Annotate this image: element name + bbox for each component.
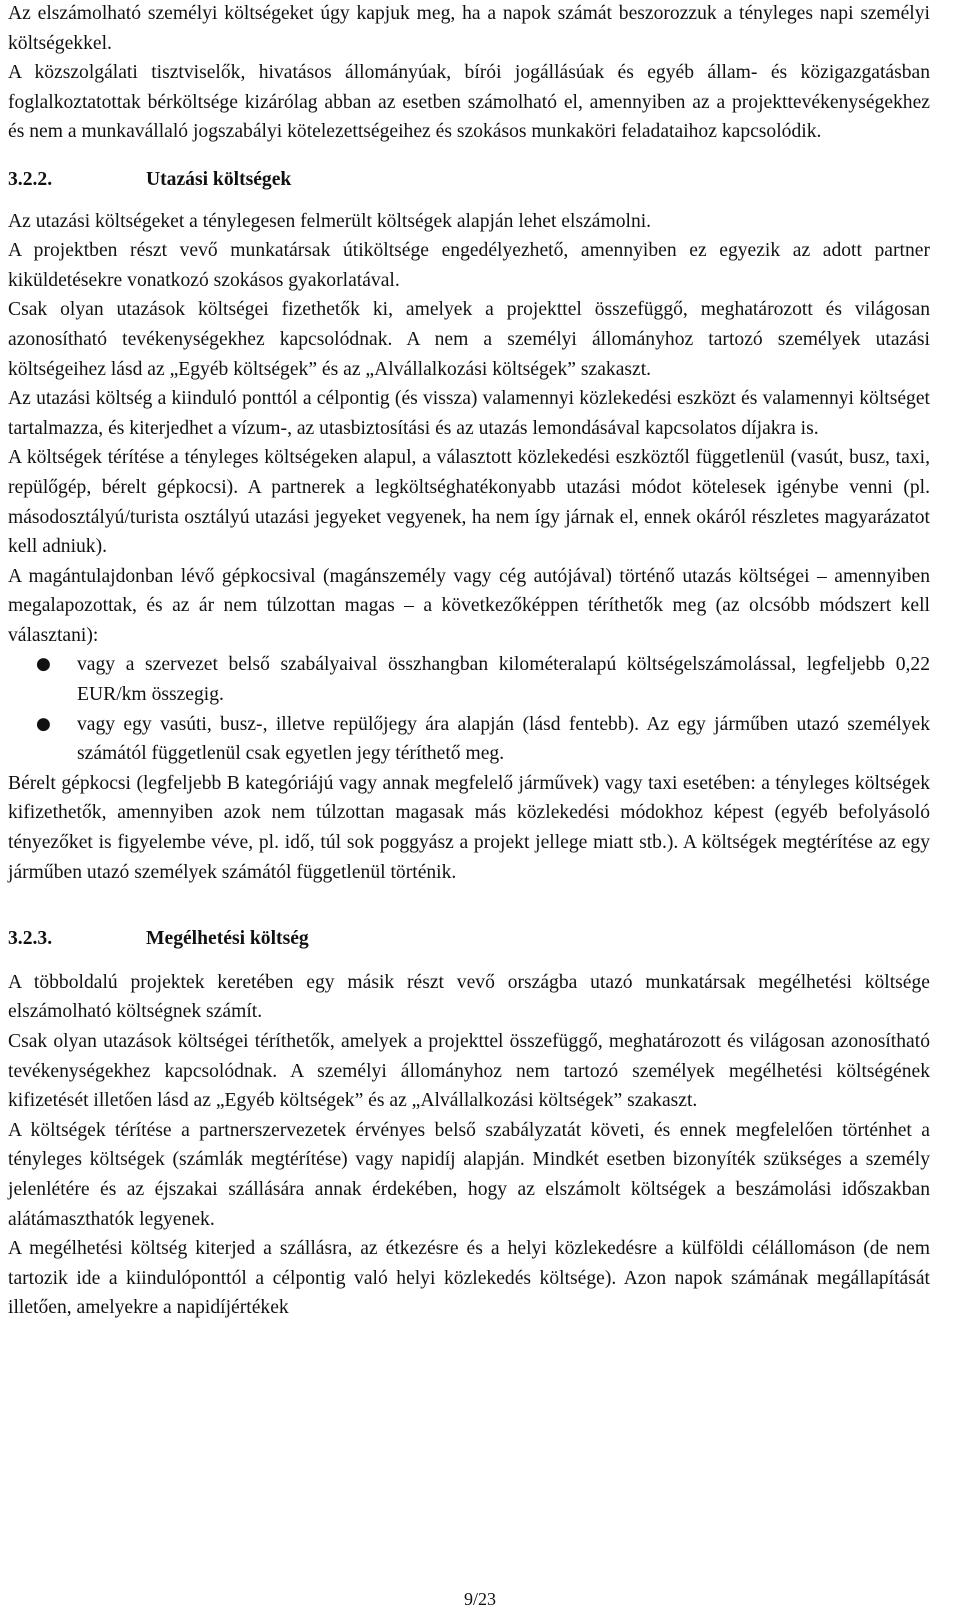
section-heading-3-2-2: [8, 165, 930, 195]
paragraph: A magántulajdonban lévő gépkocsival (magánszemély vagy cég autójával) történő utazás költségei – amennyiben megalapozottak, és az ár nem túlzottan magas – a következőképpen téríthetők meg (az olcsóbb módszert kell választani):: [8, 565, 930, 646]
section-title: Megélhetési költség: [146, 928, 309, 950]
paragraph: A megélhetési költség kiterjed a szállásra, az étkezésre és a helyi közlekedésre a külföldi célállomáson (de nem tartozik ide a kiindulóponttól a célpontig való helyi közlekedés költsége). Azon napok számának megállapítását illetően, amelyekre a napidíjértékek: [8, 1238, 930, 1319]
paragraph: Az elszámolható személyi költségeket úgy kapjuk meg, ha a napok számát beszorozzuk a tényleges napi személyi költségekkel.: [8, 3, 930, 54]
section-number: 3.2.3.: [8, 928, 53, 950]
paragraph: A projektben részt vevő munkatársak útiköltsége engedélyezhető, amennyiben ez egyezik az adott partner kiküldetésekre vonatkozó szokásos gyakorlatával.: [8, 240, 930, 291]
paragraph: Az utazási költségeket a ténylegesen felmerült költségek alapján lehet elszámolni.: [8, 210, 652, 232]
paragraph: A többoldalú projektek keretében egy másik részt vevő országba utazó munkatársak megélhetési költsége elszámolható költségnek számít.: [8, 971, 930, 1023]
section-heading-3-2-3: [8, 924, 930, 954]
section-number: 3.2.2.: [8, 168, 53, 190]
list-item-text: vagy egy vasúti, busz-, illetve repülőjegy ára alapján (lásd fentebb). Az egy járműben utazó személyek számától függetlenül csak egyetlen jegy téríthető meg.: [77, 713, 930, 765]
bullet-icon: ●: [36, 654, 51, 675]
page-number: 9/23: [463, 1589, 496, 1609]
paragraph: Bérelt gépkocsi (legfeljebb B kategóriájú vagy annak megfelelő járművek) vagy taxi esetében: a tényleges költségek kifizethetők, amennyiben azok nem túlzottan magasak más közlekedési módokhoz képest (egyéb befolyásoló tényezőket is figyelembe véve, pl. idő, túl sok poggyász a projekt jellege miatt stb.). A költségek megtérítése az egy járműben utazó személyek számától függetlenül történik.: [8, 772, 930, 883]
bullet-icon: ●: [36, 713, 51, 734]
list-item: [8, 650, 930, 709]
paragraph: A költségek térítése a partnerszervezetek érvényes belső szabályzatát követi, és ennek megfelelően történhet a tényleges költségek (számlák megtérítése) vagy napidíj alapján. Mindkét esetben bizonyíték szükséges a személy jelenlétére és az éjszakai szállására annak érdekében, hogy az elszámolt költségek a beszámolási időszakban alátámaszthatók legyenek.: [8, 1119, 930, 1230]
paragraph: A közszolgálati tisztviselők, hivatásos állományúak, bírói jogállásúak és egyéb állam- és közigazgatásban foglalkoztatottak bérköltsége kizárólag abban az esetben számolható el, amennyiben az a projekttevékenységekhez és nem a munkavállaló jogszabályi kötelezettségeihez és szokásos munkaköri feladataihoz kapcsolódik.: [8, 62, 930, 143]
list-item-text: vagy a szervezet belső szabályaival összhangban kilométeralapú költségelszámolással, legfeljebb 0,22 EUR/km összegig.: [77, 654, 930, 706]
paragraph: Az utazási költség a kiinduló ponttól a célpontig (és vissza) valamennyi közlekedési eszközt és valamennyi költséget tartalmazza, és kiterjedhet a vízum-, az utasbiztosítási és az utazás lemondásával kapcsolatos díjakra is.: [8, 388, 930, 439]
document-page: [8, 0, 930, 1323]
list-item: [8, 710, 930, 769]
section-title: Utazási költségek: [146, 168, 292, 190]
paragraph: A költségek térítése a tényleges költségeken alapul, a választott közlekedési eszköztől függetlenül (vasút, busz, taxi, repülőgép, bérelt gépkocsi). A partnerek a legköltséghatékonyabb utazási módot kötelesek igénybe venni (pl. másodosztályú/turista osztályú utazási jegyeket vegyenek, ha nem így járnak el, ennek okáról részletes magyarázatot kell adniuk).: [8, 447, 930, 558]
paragraph: Csak olyan utazások költségei téríthetők, amelyek a projekttel összefüggő, meghatározott és világosan azonosítható tevékenységekhez kapcsolódnak. A személyi állományhoz nem tartozó személyek megélhetési költségének kifizetését illetően lásd az „Egyéb költségek” és az „Alvállalkozási költségek” szakaszt.: [8, 1031, 930, 1112]
paragraph: Csak olyan utazások költségei fizethetők ki, amelyek a projekttel összefüggő, meghatározott és világosan azonosítható tevékenységekhez kapcsolódnak. A nem a személyi állományhoz tartozó személyek utazási költségeihez lásd az „Egyéb költségek” és az „Alvállalkozási költségek” szakaszt.: [8, 299, 930, 380]
bullet-list: [8, 650, 930, 768]
